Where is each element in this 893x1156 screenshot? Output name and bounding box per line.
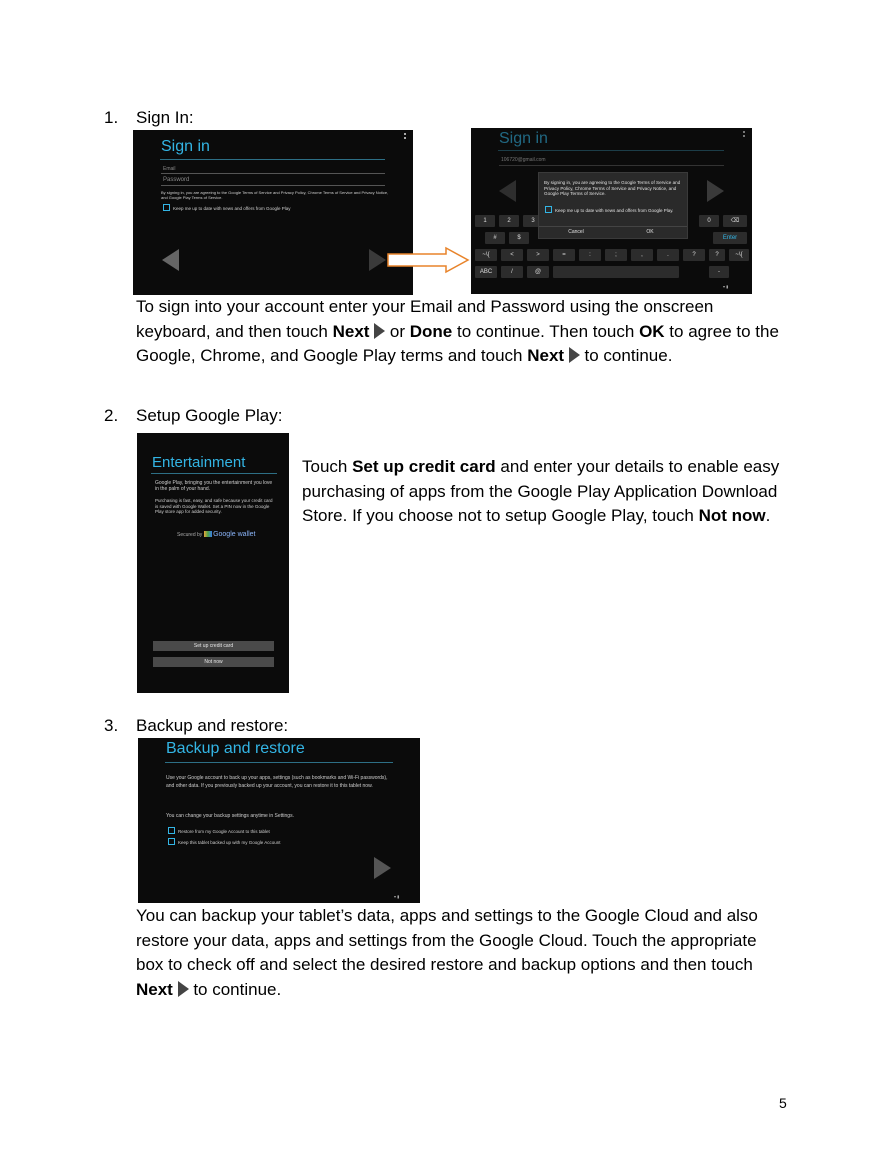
paragraph-text: Touch [302, 457, 353, 476]
key[interactable]: @ [527, 266, 549, 278]
key[interactable]: - [709, 266, 729, 278]
ok-button[interactable]: OK [646, 229, 654, 235]
section-heading-setup-google-play: Setup Google Play: [136, 406, 283, 425]
enter-key[interactable]: Enter [713, 232, 747, 244]
backup-restore-screenshot [138, 738, 420, 903]
checkbox-icon[interactable] [545, 206, 552, 213]
dialog-checkbox-row[interactable] [545, 206, 681, 214]
key[interactable]: , [631, 249, 653, 261]
set-up-credit-card-label: Set up credit card [352, 457, 496, 476]
section-heading-backup-restore: Backup and restore: [136, 716, 289, 735]
space-key[interactable] [553, 266, 679, 278]
email-field[interactable]: Email [163, 166, 176, 172]
set-up-credit-card-button[interactable]: Set up credit card [153, 641, 274, 651]
key[interactable]: ? [683, 249, 705, 261]
next-arrow-icon [707, 180, 724, 202]
key[interactable]: 3 [523, 215, 543, 227]
title-divider [165, 762, 393, 763]
signin-screenshot-left [133, 130, 413, 295]
done-label: Done [409, 321, 453, 341]
dialog-text: By signing in, you are agreeing to the Google Terms of Service and Privacy Policy, Chrome Terms of Service and Privacy Notice, and Google Play Terms of Service. [544, 180, 681, 196]
paragraph-text: . [765, 506, 771, 526]
cancel-button[interactable]: Cancel [568, 229, 584, 235]
keep-me-label: Keep me up to date with news and offers from Google Play [173, 206, 291, 211]
email-underline [499, 165, 724, 166]
next-triangle-icon [374, 323, 385, 339]
key[interactable]: # [485, 232, 505, 244]
title-divider [498, 150, 724, 151]
signin-screenshot-right [471, 128, 752, 294]
next-triangle-icon [178, 981, 189, 997]
screen-title: Backup and restore [166, 740, 305, 757]
wallet-text: Purchasing is fast, easy, and safe because your credit card is saved with Google Wallet. Set a PIN now in the Google Play store app for added security. [155, 498, 273, 514]
section-heading-sign-in: Sign In: [136, 108, 194, 127]
not-now-button[interactable]: Not now [153, 657, 274, 667]
key[interactable]: = [553, 249, 575, 261]
key[interactable]: ; [605, 249, 627, 261]
next-label: Next [527, 346, 565, 366]
screen-title: Sign in [499, 130, 548, 147]
title-divider [151, 473, 277, 474]
checkbox-icon[interactable] [168, 827, 175, 834]
back-arrow-icon[interactable] [162, 249, 179, 271]
setup-google-play-paragraph [302, 455, 787, 529]
restore-option[interactable] [168, 827, 270, 835]
list-number-2: 2. [104, 406, 119, 425]
overflow-menu-icon [404, 133, 408, 139]
next-triangle-icon [569, 347, 580, 363]
backspace-key[interactable]: ⌫ [723, 215, 747, 227]
ok-label: OK [639, 321, 665, 341]
password-underline [161, 185, 385, 186]
key[interactable]: > [527, 249, 549, 261]
screen-title: Sign in [161, 138, 210, 155]
not-now-label: Not now [698, 506, 766, 526]
page-number: 5 [779, 1095, 787, 1111]
backup-option[interactable] [168, 838, 281, 846]
key[interactable]: 2 [499, 215, 519, 227]
backup-option-label: Keep this tablet backed up with my Google Account [178, 840, 281, 845]
key[interactable]: / [501, 266, 523, 278]
google-wallet-label: Google wallet [213, 531, 256, 538]
key[interactable]: < [501, 249, 523, 261]
next-arrow-icon[interactable] [374, 857, 391, 879]
keep-me-updated[interactable] [163, 204, 290, 212]
email-underline [161, 173, 385, 174]
key[interactable]: ? [709, 249, 725, 261]
dialog-check-label: Keep me up to date with news and offers from Google Play. [555, 208, 674, 213]
secured-by-label: Secured by [177, 532, 203, 538]
next-arrow-icon[interactable] [369, 249, 386, 271]
intro-text: Google Play, bringing you the entertainment you love in the palm of your hand. [155, 480, 273, 492]
paragraph-text: or [385, 321, 410, 341]
key[interactable]: ~\{ [475, 249, 497, 261]
secured-by-wallet [177, 531, 287, 538]
dialog-divider [539, 226, 687, 227]
abc-key[interactable]: ABC [475, 266, 497, 278]
status-bar-icons: ▾ ▮ [394, 894, 400, 899]
key[interactable]: $ [509, 232, 529, 244]
google-play-screenshot [137, 433, 289, 693]
paragraph-text: to continue. [188, 980, 282, 1000]
password-field[interactable]: Password [163, 177, 190, 183]
backup-restore-paragraph [136, 904, 786, 1003]
screen-title: Entertainment [152, 454, 246, 471]
backup-settings-note: You can change your backup settings anytime in Settings. [166, 813, 294, 819]
checkbox-icon[interactable] [163, 204, 170, 211]
paragraph-text: to agree to the Google, Chrome, and Google Play terms and touch [136, 321, 779, 366]
paragraph-text: to continue. [579, 346, 673, 366]
key[interactable]: . [657, 249, 679, 261]
paragraph-text: You can backup your tablet’s data, apps and settings to the Google Cloud and also restore your data, apps and settings from the Google Cloud. Touch the appropriate box to check off and select the desired restore and backup options and then touch [136, 906, 758, 975]
terms-dialog [538, 172, 688, 239]
list-number-1: 1. [104, 108, 119, 127]
terms-text: By signing in, you are agreeing to the Google Terms of Service and Privacy Policy, Chrome Terms of Service and Privacy Notice, and Google Play Terms of Service. [161, 190, 389, 200]
next-label: Next [332, 321, 370, 341]
restore-option-label: Restore from my Google Account to this tablet [178, 829, 270, 834]
title-divider [160, 159, 385, 160]
key[interactable]: 0 [699, 215, 719, 227]
list-number-3: 3. [104, 716, 119, 735]
key[interactable]: ~\{ [729, 249, 749, 261]
back-arrow-icon [499, 180, 516, 202]
key[interactable]: 1 [475, 215, 495, 227]
orange-arrow-icon [386, 246, 472, 274]
next-label: Next [136, 980, 173, 1000]
paragraph-text: To sign into your account enter your Email and Password using the onscreen keyboard, and then touch [136, 297, 714, 341]
sign-in-paragraph [136, 295, 786, 369]
paragraph-text: and enter your details to enable easy purchasing of apps from the Google Play Application Download Store. If you choose not to setup Google Play, touch [302, 457, 780, 526]
email-value[interactable]: 106720@gmail.com [501, 157, 546, 163]
status-bar-icons: ▾ ▮ [723, 284, 729, 289]
paragraph-text: to continue. Then touch [452, 321, 640, 341]
key[interactable]: : [579, 249, 601, 261]
backup-description: Use your Google account to back up your apps, settings (such as bookmarks and Wi-Fi passwords), and other data. If you previously backed up your account, you can restore it to this tablet now. [166, 775, 388, 789]
checkbox-icon[interactable] [168, 838, 175, 845]
google-wallet-logo-icon [204, 531, 212, 537]
overflow-menu-icon [743, 131, 747, 137]
